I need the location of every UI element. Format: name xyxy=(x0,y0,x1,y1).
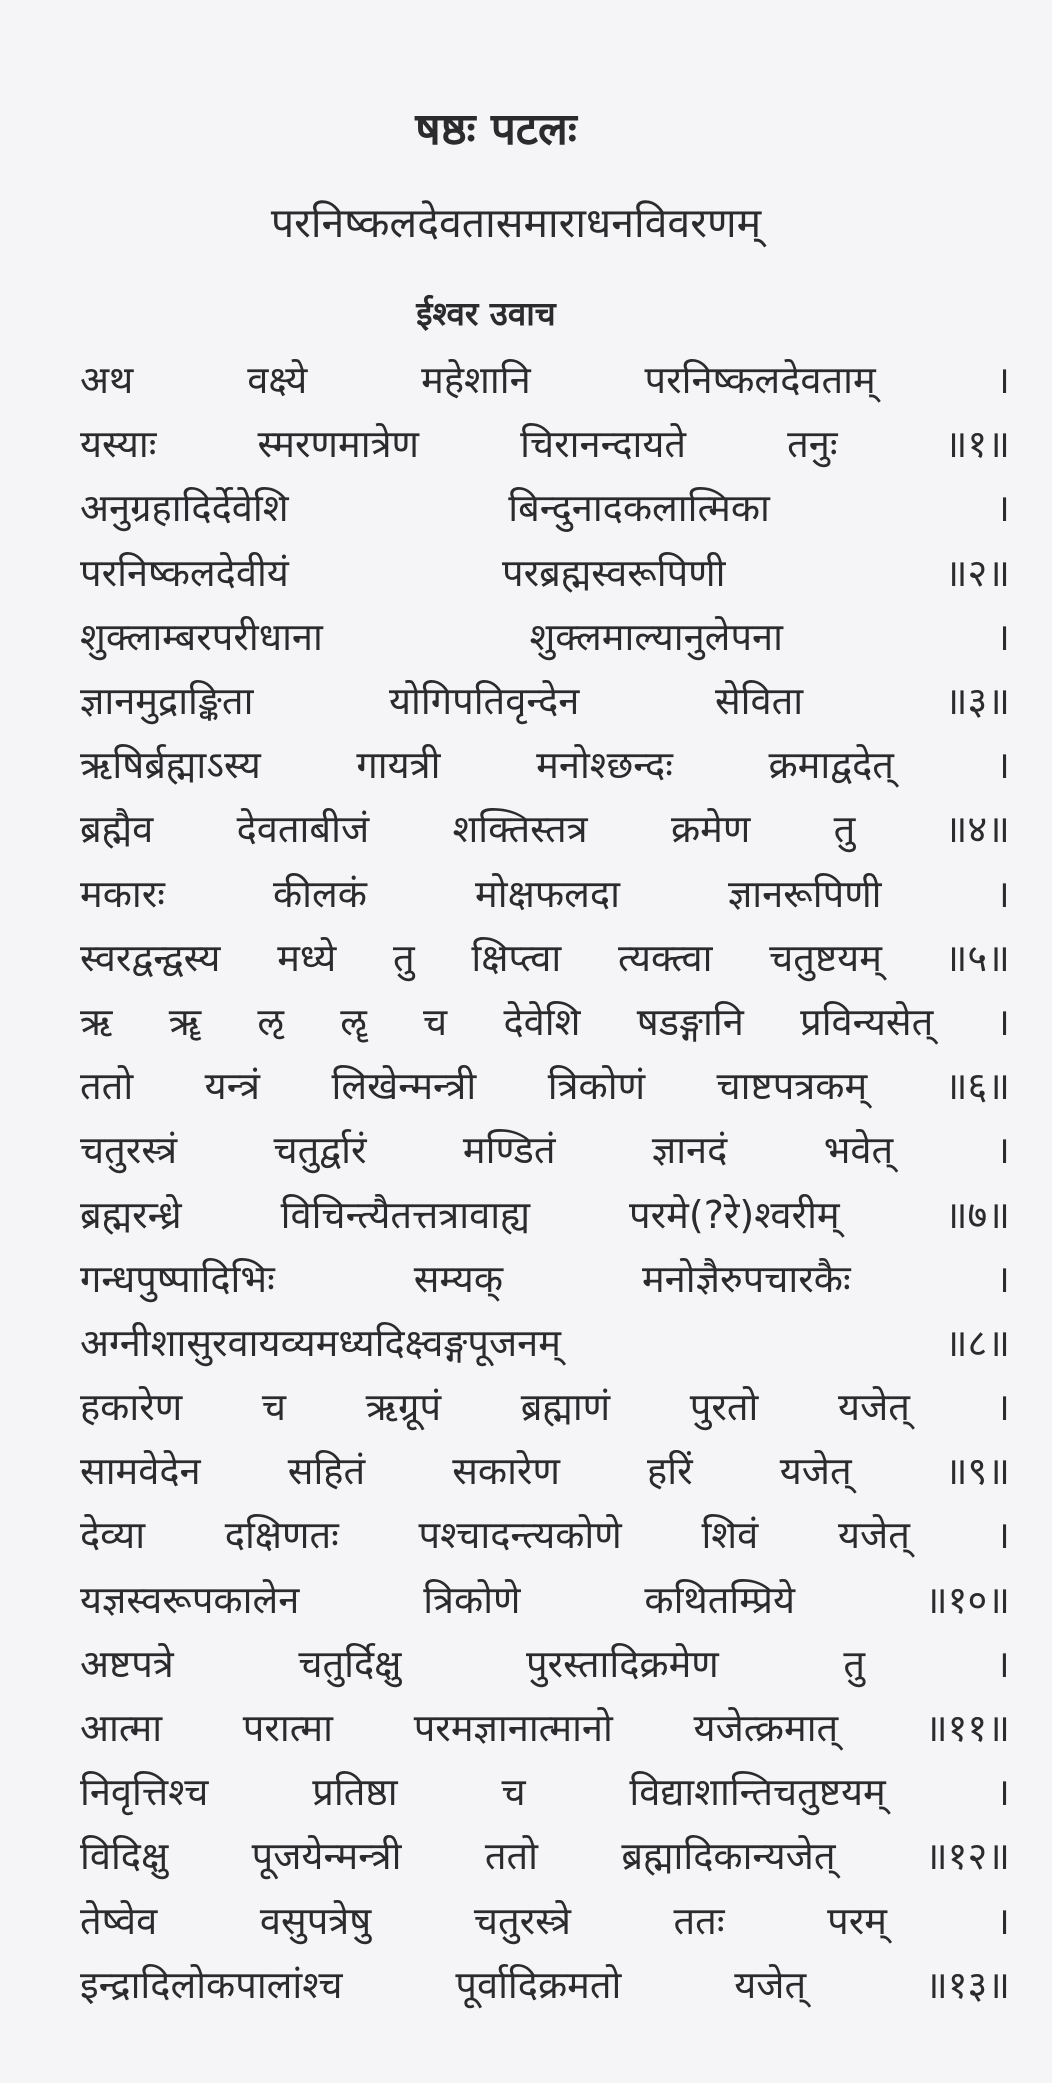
verse-word: परमज्ञानात्मानो xyxy=(413,1706,613,1751)
verse-word: तु xyxy=(833,807,856,852)
verse-word: पूजयेन्मन्त्री xyxy=(251,1834,402,1879)
verse-word: कथितम्प्रिये xyxy=(644,1577,796,1622)
verse-line xyxy=(80,733,1010,797)
verse-word: ब्रह्मरन्ध्रे xyxy=(80,1192,182,1237)
verse-word: परनिष्कलदेवीयं xyxy=(80,550,289,595)
verse-word: ब्रह्मादिकान्यजेत् xyxy=(621,1834,836,1879)
verse-word: लिखेन्मन्त्री xyxy=(331,1064,477,1109)
verse-word: यजेत् xyxy=(838,1385,910,1430)
verse-end-marker: । xyxy=(995,614,1010,659)
verse-end-marker: ॥१२॥ xyxy=(924,1834,1010,1879)
verse-word: परनिष्कलदेवताम् xyxy=(644,358,876,403)
verse-end-marker: ॥१०॥ xyxy=(924,1577,1010,1622)
verse-line xyxy=(80,1247,1010,1311)
verse-word: शुक्लाम्बरपरीधाना xyxy=(80,614,323,659)
verse-end-marker: ॥११॥ xyxy=(924,1706,1010,1751)
verse-word: भवेत् xyxy=(823,1128,894,1173)
verse-word: ज्ञानमुद्राङ्किता xyxy=(80,679,254,724)
verse-word: इन्द्रादिलोकपालांश्च xyxy=(80,1962,343,2007)
verse-line xyxy=(80,1696,1010,1760)
verse-line xyxy=(80,605,1010,669)
verse-word: गन्धपुष्पादिभिः xyxy=(80,1256,275,1301)
verse-end-marker: ॥५॥ xyxy=(944,935,1010,980)
verse-word: चाष्टपत्रकम् xyxy=(716,1064,868,1109)
verse-end-marker: ॥३॥ xyxy=(944,679,1010,724)
verse-line xyxy=(80,348,1010,412)
verse-word: परम् xyxy=(827,1898,887,1943)
verse-line xyxy=(80,797,1010,861)
verse-word: विदिक्षु xyxy=(80,1834,169,1879)
verse-word: चिरानन्दायते xyxy=(520,422,687,467)
verse-line xyxy=(80,1054,1010,1118)
verse-line xyxy=(80,926,1010,990)
chapter-subtitle: परनिष्कलदेवतासमाराधनविवरणम् xyxy=(270,199,762,247)
verse-word: ब्रह्मैव xyxy=(80,807,154,852)
verse-line xyxy=(80,1889,1010,1953)
verse-word: सामवेदेन xyxy=(80,1449,201,1494)
verse-end-marker: ॥४॥ xyxy=(944,807,1010,852)
verse-line xyxy=(80,1632,1010,1696)
verse-line xyxy=(80,1760,1010,1824)
verse-word: वक्ष्ये xyxy=(247,358,308,403)
verse-word: ॡ xyxy=(340,999,367,1044)
verse-word: कीलकं xyxy=(273,871,367,916)
verse-line xyxy=(80,1182,1010,1246)
verse-word: पुरस्तादिक्रमेण xyxy=(525,1641,719,1686)
verse-word: च xyxy=(261,1385,286,1430)
verse-word: ऋ xyxy=(80,999,113,1044)
verse-word: यजेत् xyxy=(837,1513,910,1558)
verse-word: यज्ञस्वरूपकालेन xyxy=(80,1577,300,1622)
verse-word: चतुर्दिक्षु xyxy=(298,1641,402,1686)
verse-word: चतुरस्त्रं xyxy=(80,1128,178,1173)
verse-line xyxy=(80,412,1010,476)
chapter-title: षष्ठः पटलः xyxy=(415,104,577,155)
verse-word: पश्चादन्त्यकोणे xyxy=(418,1513,622,1558)
verse-line xyxy=(80,1439,1010,1503)
verse-word: प्रविन्यसेत् xyxy=(800,999,934,1044)
verse-word: त्रिकोणं xyxy=(547,1064,646,1109)
verse-word: ततो xyxy=(484,1834,538,1879)
verse-word: देवेशि xyxy=(503,999,581,1044)
verse-word: आत्मा xyxy=(80,1706,163,1751)
verse-end-marker: । xyxy=(995,1385,1010,1430)
verse-word: वसुपत्रेषु xyxy=(259,1898,372,1943)
verse-line xyxy=(80,990,1010,1054)
verse-word: ऌ xyxy=(257,999,284,1044)
verse-word: मध्ये xyxy=(277,935,337,980)
verse-end-marker: ॥८॥ xyxy=(944,1320,1010,1365)
verse-word: सकारेण xyxy=(452,1449,560,1494)
verse-word: मनोज्ञैरुपचारकैः xyxy=(641,1256,851,1301)
verse-word: देवताबीजं xyxy=(236,807,370,852)
verse-word: ऋग्रूपं xyxy=(365,1385,442,1430)
verse-word: क्रमाद्वदेत् xyxy=(768,743,894,788)
verse-word: चतुर्द्वारं xyxy=(273,1128,367,1173)
verse-word: स्वरद्वन्द्वस्य xyxy=(80,935,221,980)
verse-line xyxy=(80,1311,1010,1375)
verse-end-marker: ॥१॥ xyxy=(944,422,1010,467)
verse-end-marker: ॥९॥ xyxy=(944,1449,1010,1494)
verse-word: सम्यक् xyxy=(413,1256,503,1301)
verse-end-marker: । xyxy=(995,1128,1010,1173)
verse-line xyxy=(80,862,1010,926)
verse-word: सहितं xyxy=(287,1449,366,1494)
verse-word: परमे(?रे)श्वरीम् xyxy=(629,1192,840,1237)
verse-word: यजेत् xyxy=(734,1962,807,2007)
verse-word: ॠ xyxy=(168,999,202,1044)
verse-end-marker: । xyxy=(995,1256,1010,1301)
verse-word: पूर्वादिक्रमतो xyxy=(455,1962,622,2007)
verse-word: विचिन्त्यैतत्तत्रावाह्य xyxy=(280,1192,530,1237)
verse-word: च xyxy=(501,1770,526,1815)
verse-word: यस्याः xyxy=(80,422,157,467)
verse-word: विद्याशान्तिचतुष्टयम् xyxy=(629,1770,886,1815)
verse-end-marker: । xyxy=(995,1770,1010,1815)
verse-word: शक्तिस्तत्र xyxy=(452,807,588,852)
verse-word: अष्टपत्रे xyxy=(80,1641,174,1686)
verse-word: ततो xyxy=(80,1064,134,1109)
verse-word: तेष्वेव xyxy=(80,1898,158,1943)
verse-word: तनुः xyxy=(787,422,838,467)
verse-end-marker: । xyxy=(995,358,1010,403)
verse-line xyxy=(80,1118,1010,1182)
verse-line xyxy=(80,1375,1010,1439)
verse-word: ब्रह्माणं xyxy=(520,1385,611,1430)
verse-end-marker: ॥१३॥ xyxy=(924,1962,1010,2007)
verse-end-marker: ॥२॥ xyxy=(944,550,1010,595)
verse-end-marker: । xyxy=(995,1641,1010,1686)
verse-word: हरिं xyxy=(647,1449,693,1494)
verse-word: षडङ्गानि xyxy=(636,999,744,1044)
verse-word: यजेत्क्रमात् xyxy=(693,1706,839,1751)
verse-end-marker: ॥७॥ xyxy=(944,1192,1010,1237)
speaker-heading: ईश्वर उवाच xyxy=(416,294,556,333)
verse-word: अग्नीशासुरवायव्यमध्यदिक्ष्वङ्गपूजनम् xyxy=(80,1320,561,1365)
verse-word: तु xyxy=(843,1641,865,1686)
verse-word: प्रतिष्ठा xyxy=(312,1770,398,1815)
verse-word: ततः xyxy=(673,1898,725,1943)
verse-end-marker: । xyxy=(995,871,1010,916)
verse-word: त्यक्त्वा xyxy=(617,935,713,980)
verse-line xyxy=(80,541,1010,605)
verse-end-marker: । xyxy=(995,743,1010,788)
verse-word: ज्ञानरूपिणी xyxy=(727,871,882,916)
verse-word: ज्ञानदं xyxy=(651,1128,728,1173)
verse-word: तु xyxy=(392,935,415,980)
verse-word: क्रमेण xyxy=(670,807,751,852)
verse-word: दक्षिणतः xyxy=(224,1513,339,1558)
verse-word: चतुरस्त्रे xyxy=(473,1898,571,1943)
verse-end-marker: । xyxy=(995,1898,1010,1943)
verse-end-marker: ॥६॥ xyxy=(944,1064,1010,1109)
verse-word: देव्या xyxy=(80,1513,146,1558)
verse-word: मकारः xyxy=(80,871,165,916)
verse-line xyxy=(80,1503,1010,1567)
verse-line xyxy=(80,669,1010,733)
verse-word: क्षिप्त्वा xyxy=(471,935,562,980)
verse-word: मोक्षफलदा xyxy=(475,871,620,916)
verse-line xyxy=(80,1953,1010,2017)
verse-line xyxy=(80,1568,1010,1632)
verse-word: बिन्दुनादकलात्मिका xyxy=(508,486,770,531)
verse-list xyxy=(80,348,1010,2017)
verse-word: गायत्री xyxy=(356,743,441,788)
verse-word: मण्डितं xyxy=(462,1128,556,1173)
verse-word: निवृत्तिश्च xyxy=(80,1770,209,1815)
verse-word: च xyxy=(423,999,448,1044)
verse-word: पुरतो xyxy=(689,1385,759,1430)
verse-end-marker: । xyxy=(995,1513,1010,1558)
verse-end-marker: । xyxy=(995,486,1010,531)
verse-word: शुक्लमाल्यानुलेपना xyxy=(529,614,783,659)
verse-word: शिवं xyxy=(701,1513,759,1558)
verse-word: हकारेण xyxy=(80,1385,183,1430)
verse-word: महेशानि xyxy=(421,358,531,403)
verse-line xyxy=(80,476,1010,540)
verse-word: चतुष्टयम् xyxy=(769,935,882,980)
verse-word: सेविता xyxy=(714,679,804,724)
verse-word: यजेत् xyxy=(779,1449,852,1494)
verse-word: स्मरणमात्रेण xyxy=(257,422,420,467)
verse-word: अनुग्रहादिर्देवेशि xyxy=(80,486,289,531)
verse-word: यन्त्रं xyxy=(204,1064,261,1109)
verse-word: त्रिकोणे xyxy=(423,1577,521,1622)
verse-line xyxy=(80,1824,1010,1888)
verse-word: परात्मा xyxy=(242,1706,333,1751)
verse-word: योगिपतिवृन्देन xyxy=(389,679,580,724)
verse-word: मनोश्छन्दः xyxy=(536,743,673,788)
verse-word: अथ xyxy=(80,358,134,403)
verse-word: परब्रह्मस्वरूपिणी xyxy=(502,550,726,595)
verse-end-marker: । xyxy=(995,999,1010,1044)
verse-word: ऋषिर्ब्रह्माऽस्य xyxy=(80,743,261,788)
